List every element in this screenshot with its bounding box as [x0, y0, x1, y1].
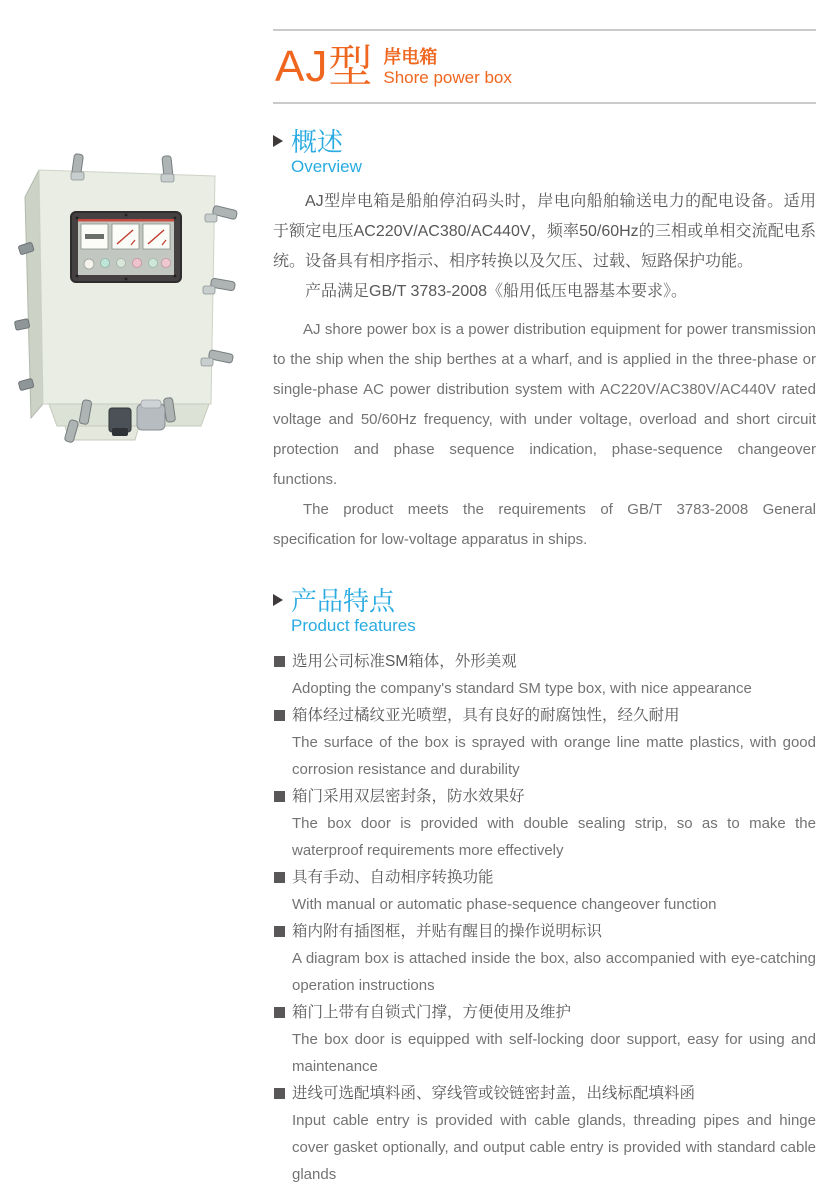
- feature-item: [273, 1080, 816, 1188]
- feature-desc-en: Adopting the company's standard SM type box, with nice appearance: [292, 680, 752, 697]
- feature-title-cn-text: 具有手动、自动相序转换功能: [292, 869, 494, 886]
- overview-paragraph-cn: 产品满足GB/T 3783-2008《船用低压电器基本要求》。: [305, 283, 688, 300]
- square-bullet-icon: [274, 1007, 285, 1018]
- feature-title-cn: [273, 702, 816, 729]
- feature-title-cn: [273, 783, 816, 810]
- feature-title-cn-text: 箱门上带有自锁式门撑，方便使用及维护: [292, 1004, 572, 1021]
- overview-title-cn: 概述: [291, 127, 344, 157]
- feature-desc-en: The box door is provided with double sealing strip, so as to make the waterproof requirements more effectively: [292, 815, 816, 859]
- square-bullet-icon: [274, 926, 285, 937]
- analog-meters: [81, 224, 170, 249]
- feature-desc-en: With manual or automatic phase-sequence changeover function: [292, 896, 717, 913]
- feature-title-cn: [273, 918, 816, 945]
- page-header: [273, 29, 816, 104]
- cabinet-body: [39, 170, 215, 404]
- overview-paragraph-cn: AJ型岸电箱是船舶停泊码头时，岸电向船舶输送电力的配电设备。适用于额定电压AC220V/AC380/AC440V，频率50/60Hz的三相或单相交流配电系统。设备具有相序指示、相序转换以及欠压、过载、短路保护功能。: [273, 193, 816, 270]
- square-bullet-icon: [274, 872, 285, 883]
- feature-title-cn: [273, 864, 816, 891]
- feature-title-cn-text: 箱体经过橘纹亚光喷塑，具有良好的耐腐蚀性，经久耐用: [292, 707, 680, 724]
- section-features-heading: [273, 587, 816, 635]
- feature-title-cn: [273, 648, 816, 675]
- feature-title-cn: [273, 1080, 816, 1107]
- features-title-cn: 产品特点: [291, 586, 396, 616]
- features-title-en: Product features: [291, 616, 416, 635]
- overview-paragraph-en: The product meets the requirements of GB/T 3783-2008 General specification for low-voltage apparatus in ships.: [273, 501, 816, 548]
- product-subtitle: [383, 47, 512, 88]
- feature-title-cn-text: 箱内附有插图框，并贴有醒目的操作说明标识: [292, 923, 603, 940]
- feature-desc-en: Input cable entry is provided with cable glands, threading pipes and hinge cover gasket optionally, and output cable entry is provided with standard cable glands: [292, 1112, 816, 1183]
- content-column: [273, 0, 816, 1188]
- square-bullet-icon: [274, 791, 285, 802]
- shore-power-box-illustration: [13, 152, 253, 452]
- product-name-en: Shore power box: [383, 67, 512, 87]
- feature-item: [273, 648, 816, 702]
- square-bullet-icon: [274, 710, 285, 721]
- feature-title-cn-text: 选用公司标准SM箱体，外形美观: [292, 653, 517, 670]
- square-bullet-icon: [274, 1088, 285, 1099]
- section-marker-icon: [273, 594, 283, 606]
- feature-item: [273, 864, 816, 918]
- product-name-cn: 岸电箱: [383, 46, 438, 67]
- feature-title-cn-text: 箱门采用双层密封条，防水效果好: [292, 788, 525, 805]
- product-photo: [13, 152, 253, 452]
- feature-title-cn: [273, 999, 816, 1026]
- feature-title-cn-text: 进线可选配填料函、穿线管或铰链密封盖，出线标配填料函: [292, 1085, 696, 1102]
- product-title: [275, 44, 816, 90]
- feature-desc-en: The surface of the box is sprayed with orange line matte plastics, with good corrosion resistance and durability: [292, 734, 816, 778]
- feature-desc-en: The box door is equipped with self-locking door support, easy for using and maintenance: [292, 1031, 816, 1075]
- section-overview-titles: [291, 128, 362, 176]
- feature-item: [273, 702, 816, 783]
- feature-desc-en: A diagram box is attached inside the box, also accompanied with eye-catching operation instructions: [292, 950, 816, 994]
- overview-paragraph-en: AJ shore power box is a power distribution equipment for power transmission to the ship when the ship berthes at a wharf, and is applied in the three-phase or single-phase AC power distribution system with AC220V/AC380V/AC440V rated voltage and 50/60Hz frequency, with under voltage, overload and short circuit protection and phase sequence indication, phase-sequence changeover functions.: [273, 321, 816, 488]
- section-overview-heading: [273, 128, 816, 176]
- feature-item: [273, 999, 816, 1080]
- section-features-titles: [291, 587, 416, 635]
- feature-item: [273, 918, 816, 999]
- square-bullet-icon: [274, 656, 285, 667]
- section-marker-icon: [273, 135, 283, 147]
- panel-red-strip: [78, 219, 174, 222]
- features-list: [273, 648, 816, 1188]
- feature-item: [273, 783, 816, 864]
- overview-title-en: Overview: [291, 157, 362, 176]
- model-name: AJ型: [275, 42, 374, 91]
